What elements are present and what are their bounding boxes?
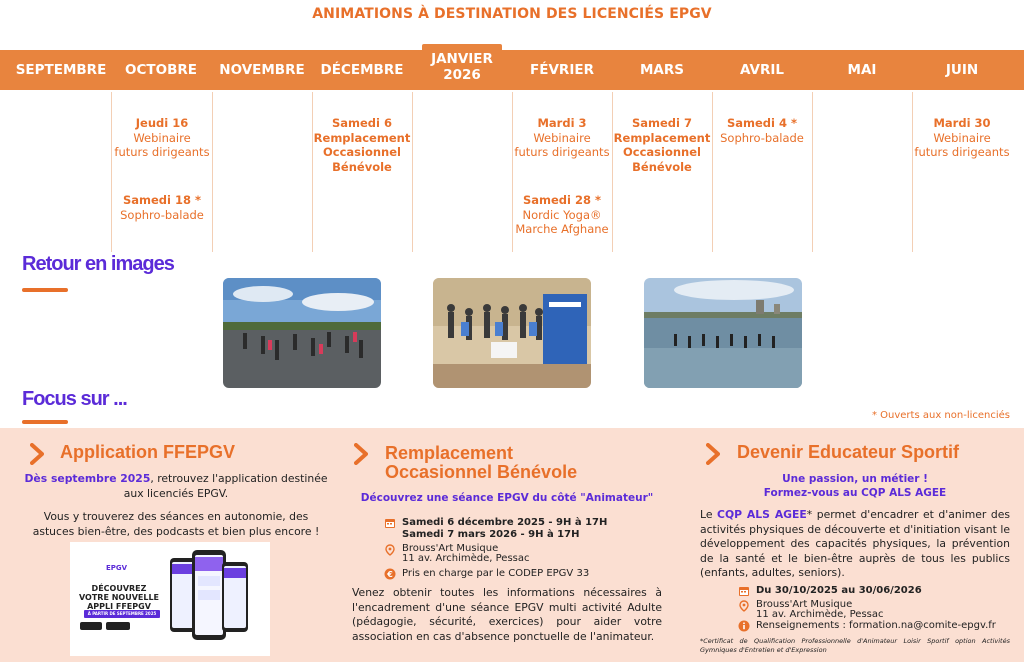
chevron-right-icon bbox=[706, 443, 720, 465]
event-octobre-sophro bbox=[112, 193, 212, 222]
app-ad-line3: APPLI FFEPGV bbox=[87, 602, 151, 611]
remplacement-title-line1: Remplacement bbox=[385, 443, 514, 463]
month-fevrier: FÉVRIER bbox=[530, 62, 594, 78]
calendar-icon bbox=[384, 517, 396, 529]
event-text: Occasionnel bbox=[323, 145, 401, 159]
event-text: Remplacement bbox=[613, 130, 711, 145]
educateur-lead-bold: CQP ALS AGEE bbox=[717, 508, 807, 521]
educateur-tag1: Une passion, un métier ! bbox=[782, 473, 928, 485]
remplacement-place1: Brouss'Art Musique bbox=[402, 543, 499, 554]
column-divider bbox=[212, 92, 213, 252]
chevron-right-icon bbox=[354, 443, 368, 465]
event-avril-sophro bbox=[712, 116, 812, 145]
chevron-right-icon bbox=[30, 443, 44, 465]
month-septembre: SEPTEMBRE bbox=[15, 62, 107, 78]
info-icon bbox=[738, 620, 750, 632]
column-divider bbox=[412, 92, 413, 252]
non-licencies-note: * Ouverts aux non-licenciés bbox=[871, 410, 1010, 421]
photo-group-beach bbox=[644, 278, 802, 388]
event-text: Marche Afghane bbox=[515, 222, 609, 236]
month-octobre: OCTOBRE bbox=[125, 62, 197, 78]
retour-title: Retour en images bbox=[22, 253, 174, 275]
educateur-title: Devenir Educateur Sportif bbox=[737, 442, 960, 462]
event-date: Samedi 18 * bbox=[122, 193, 202, 207]
educateur-contact[interactable]: Renseignements : formation.na@comite-epgv.fr bbox=[756, 620, 996, 631]
event-text: futurs dirigeants bbox=[514, 145, 610, 159]
educateur-body-text: * permet d'encadrer et d'animer des activités physiques de découverte et d'initiation visant le développement des capacités physiques, la prévention de la santé et le bien-être auprès de tous les publics (enfants, adultes, seniors). bbox=[700, 508, 1010, 579]
educateur-footnote: *Certificat de Qualification Professionnelle d'Animateur Loisir Sportif option Activités Gymniques d'Entretien et d'Expression bbox=[700, 637, 1010, 654]
remplacement-place2: 11 av. Archimède, Pessac bbox=[402, 553, 530, 564]
app-ad-line2: VOTRE NOUVELLE bbox=[78, 593, 160, 602]
month-mars: MARS bbox=[639, 62, 684, 78]
app-advert bbox=[70, 542, 270, 656]
remplacement-price: Pris en charge par le CODEP EPGV 33 bbox=[402, 568, 590, 579]
remplacement-date2: Samedi 7 mars 2026 - 9H à 17H bbox=[402, 529, 580, 540]
event-text: Webinaire bbox=[133, 130, 191, 145]
calendar-icon bbox=[738, 585, 750, 597]
event-octobre-webinaire bbox=[112, 116, 212, 160]
event-date: Jeudi 16 bbox=[135, 116, 189, 130]
euro-icon bbox=[384, 568, 396, 580]
event-text: Remplacement bbox=[313, 130, 411, 145]
month-decembre: DÉCEMBRE bbox=[320, 62, 404, 78]
event-text: Sophro-balade bbox=[720, 130, 804, 145]
location-pin-icon bbox=[384, 544, 396, 556]
month-novembre: NOVEMBRE bbox=[219, 62, 305, 78]
educateur-lead-prefix: Le bbox=[700, 508, 718, 521]
remplacement-title bbox=[385, 444, 577, 482]
event-juin-webinaire bbox=[912, 116, 1012, 160]
educateur-place2: 11 av. Archimède, Pessac bbox=[756, 609, 884, 620]
app-lead bbox=[22, 472, 330, 501]
app-lead-bold: Dès septembre 2025 bbox=[24, 472, 151, 485]
event-mars-remplacement bbox=[612, 116, 712, 174]
event-text: futurs dirigeants bbox=[114, 145, 210, 159]
event-decembre-remplacement bbox=[312, 116, 412, 174]
event-date: Samedi 7 bbox=[631, 116, 692, 130]
event-date: Mardi 30 bbox=[933, 116, 991, 130]
event-text: Occasionnel bbox=[623, 145, 701, 159]
remplacement-title-line2: Occasionnel Bénévole bbox=[385, 462, 578, 482]
educateur-body bbox=[700, 508, 1010, 581]
event-date: Samedi 28 * bbox=[522, 193, 602, 207]
event-text: Sophro-balade bbox=[120, 207, 204, 222]
educateur-dates: Du 30/10/2025 au 30/06/2026 bbox=[756, 585, 922, 596]
event-date: Samedi 4 * bbox=[726, 116, 798, 130]
photo-group-outdoor bbox=[223, 278, 381, 388]
column-divider bbox=[812, 92, 813, 252]
svg-text:€: € bbox=[387, 570, 393, 579]
month-avril: AVRIL bbox=[739, 62, 784, 78]
event-text: Bénévole bbox=[332, 159, 392, 174]
event-date: Samedi 6 bbox=[331, 116, 392, 130]
photo-group-indoor bbox=[433, 278, 591, 388]
main-title: ANIMATIONS À DESTINATION DES LICENCIÉS EPGV bbox=[312, 6, 712, 22]
event-text: futurs dirigeants bbox=[914, 145, 1010, 159]
event-text: Bénévole bbox=[632, 159, 692, 174]
app-body: Vous y trouverez des séances en autonomie, des astuces bien-être, des podcasts et bien plus encore ! bbox=[32, 510, 320, 538]
event-text: Nordic Yoga® bbox=[522, 207, 602, 222]
month-juin: JUIN bbox=[945, 62, 979, 78]
focus-title: Focus sur ... bbox=[22, 388, 127, 410]
event-fevrier-nordic bbox=[512, 193, 612, 237]
event-text: Webinaire bbox=[933, 130, 991, 145]
event-fevrier-webinaire bbox=[512, 116, 612, 160]
app-title: Application FFEPGV bbox=[60, 442, 236, 462]
month-mai: MAI bbox=[847, 62, 877, 78]
focus-underline bbox=[22, 420, 68, 424]
remplacement-date1: Samedi 6 décembre 2025 - 9H à 17H bbox=[402, 517, 608, 528]
app-ad-badge: À PARTIR DE SEPTEMBRE 2025 bbox=[87, 611, 157, 616]
location-pin-icon bbox=[738, 600, 750, 612]
app-ad-line1: DÉCOUVREZ bbox=[91, 584, 147, 593]
remplacement-body: Venez obtenir toutes les informations nécessaires à l'encadrement d'une séance EPGV multi activité Adulte (pédagogie, sécurité, exercices) pour aider votre association en cas d'absence ponctuelle de l'animateur. bbox=[352, 586, 662, 643]
educateur-tag2: Formez-vous au CQP ALS AGEE bbox=[763, 487, 947, 499]
remplacement-subtitle: Découvrez une séance EPGV du côté "Animateur" bbox=[360, 492, 654, 504]
month-bar bbox=[0, 50, 1024, 90]
retour-underline bbox=[22, 288, 68, 292]
app-ad-logo: EPGV bbox=[106, 564, 128, 572]
event-text: Webinaire bbox=[533, 130, 591, 145]
month-janvier: JANVIER 2026 bbox=[422, 44, 502, 90]
event-date: Mardi 3 bbox=[537, 116, 587, 130]
app-lead-rest: , retrouvez l'application destinée aux licenciés EPGV. bbox=[123, 472, 328, 500]
educateur-place1: Brouss'Art Musique bbox=[756, 599, 853, 610]
